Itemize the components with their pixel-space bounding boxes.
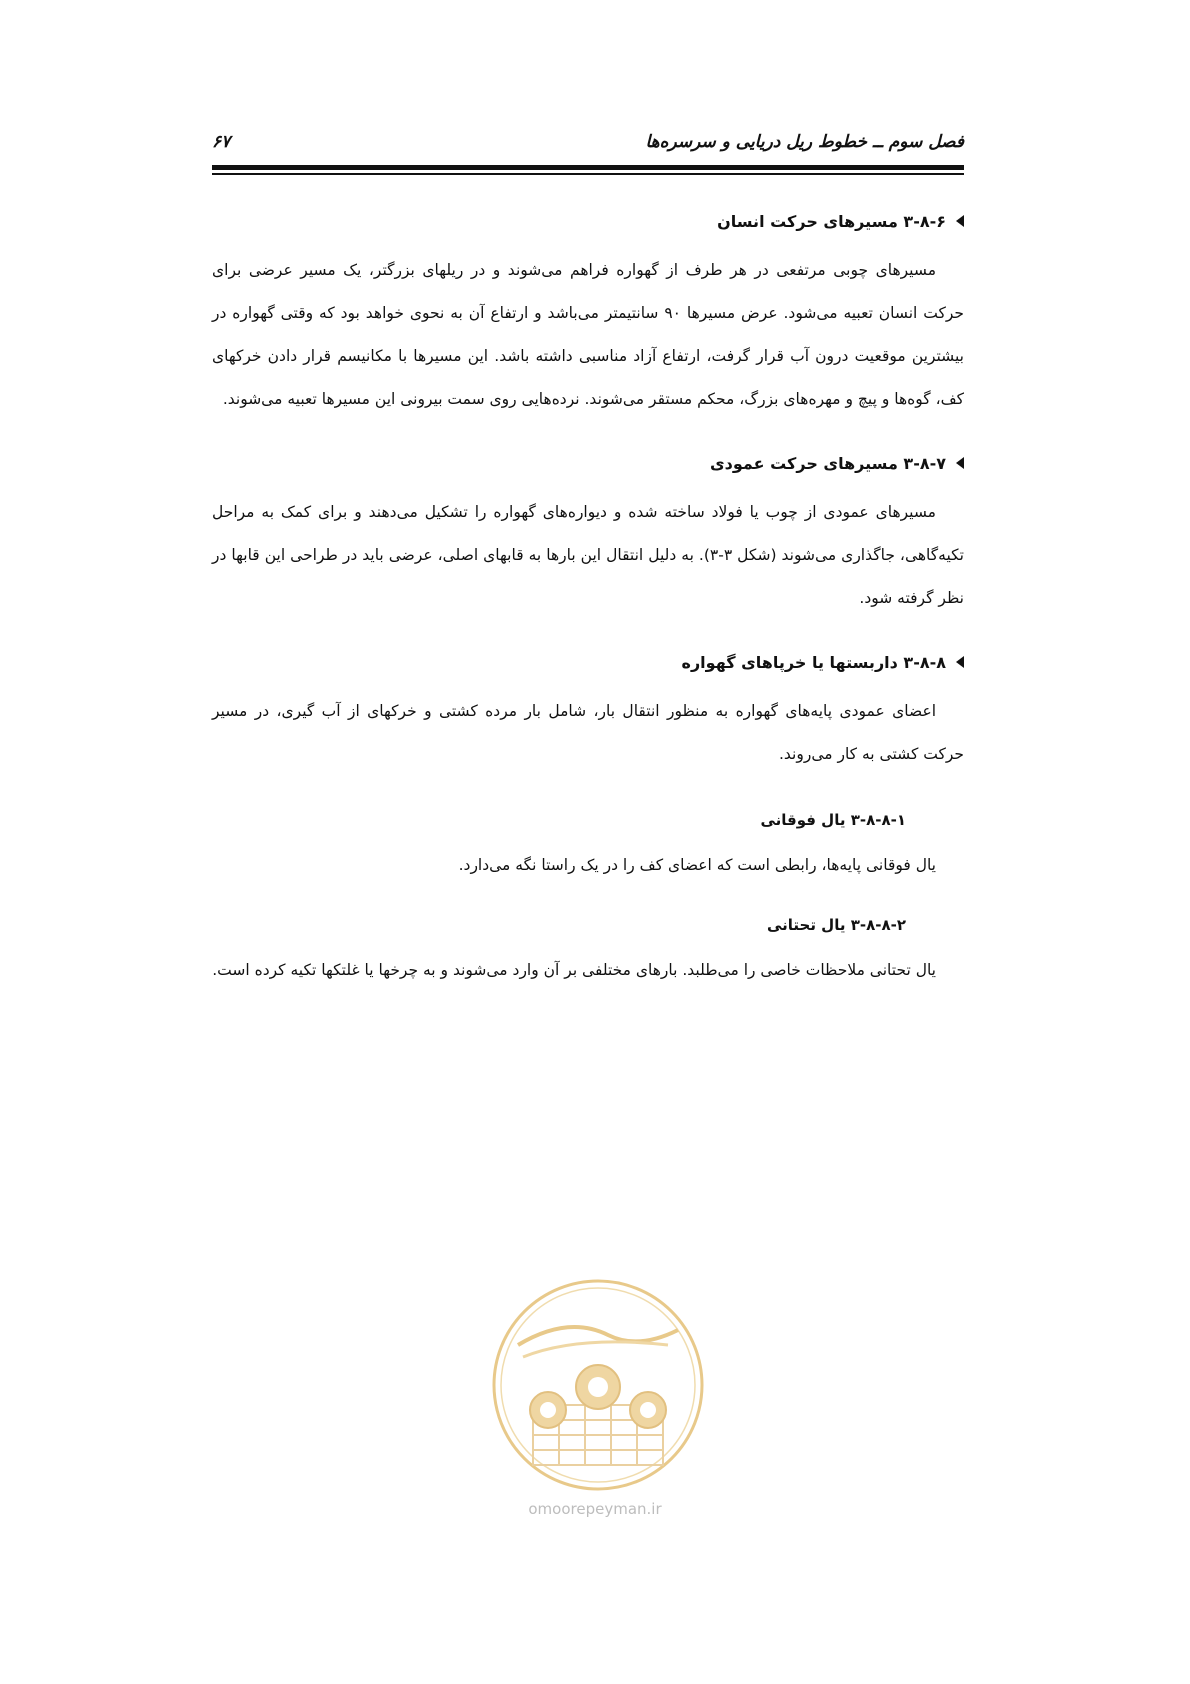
section-paragraph: مسیرهای چوبی مرتفعی در هر طرف از گهواره فراهم می‌شوند و در ریلهای بزرگتر، یک مسیر عرضی برای حرکت انسان تعبیه می‌شود. عرض مسیرها ۹۰ سانتیمتر می‌باشد و ارتفاع آن به نحوی خواهد بود که وقتی گهواره در بیشترین موقعیت درون آب قرار گرفت، ارتفاع آزاد مناسبی داشته باشد. این مسیرها با مکانیسم قرار دادن خرکهای کف، گوه‌ها و پیچ و مهره‌های بزرگ، محکم مستقر می‌شوند. نرده‌هایی روی سمت بیرونی این مسیرها تعبیه می‌شوند. bbox=[212, 261, 964, 408]
subsection-heading: ۳-۸-۸-۱ یال فوقانی bbox=[760, 811, 906, 829]
triangle-bullet-icon bbox=[956, 656, 964, 668]
section-paragraph: مسیرهای عمودی از چوب یا فولاد ساخته شده و دیواره‌های گهواره را تشکیل می‌دهند و برای کمک به مراحل تکیه‌گاهی، جاگذاری می‌شوند (شکل ۳-۳). به دلیل انتقال این بارها به قابهای اصلی، عرضی باید در طراحی این قابها در نظر گرفته شود. bbox=[212, 503, 964, 607]
chapter-title: فصل سوم ــ خطوط ریل دریایی و سرسره‌ها bbox=[645, 132, 964, 152]
section-heading bbox=[212, 646, 964, 678]
watermark-url: omoorepeyman.ir bbox=[528, 1500, 662, 1518]
section-heading bbox=[212, 205, 964, 237]
header-rule-thin bbox=[212, 173, 964, 175]
header-rule-thick bbox=[212, 165, 964, 170]
page-number: ۶۷ bbox=[212, 132, 231, 152]
section-heading-text: ۳-۸-۸ داربستها یا خرپاهای گهواره bbox=[681, 652, 946, 672]
triangle-bullet-icon bbox=[956, 457, 964, 469]
page-content bbox=[212, 205, 964, 1018]
subsection-paragraph: یال فوقانی پایه‌ها، رابطی است که اعضای کف را در یک راستا نگه می‌دارد. bbox=[458, 856, 936, 874]
section-heading-text: ۳-۸-۷ مسیرهای حرکت عمودی bbox=[709, 453, 946, 473]
section-paragraph: اعضای عمودی پایه‌های گهواره به منظور انتقال بار، شامل بار مرده کشتی و خرکهای از آب گیری، در مسیر حرکت کشتی به کار می‌روند. bbox=[212, 702, 964, 763]
section-heading-text: ۳-۸-۶ مسیرهای حرکت انسان bbox=[717, 211, 946, 231]
subsection-heading: ۳-۸-۸-۲ یال تحتانی bbox=[766, 916, 906, 934]
page-header bbox=[212, 128, 964, 162]
watermark-logo-icon bbox=[488, 1275, 708, 1495]
subsection-paragraph: یال تحتانی ملاحظات خاصی را می‌طلبد. بارهای مختلفی بر آن وارد می‌شوند و به چرخها یا غلتکها تکیه کرده است. bbox=[212, 961, 936, 979]
triangle-bullet-icon bbox=[956, 215, 964, 227]
section-heading bbox=[212, 447, 964, 479]
